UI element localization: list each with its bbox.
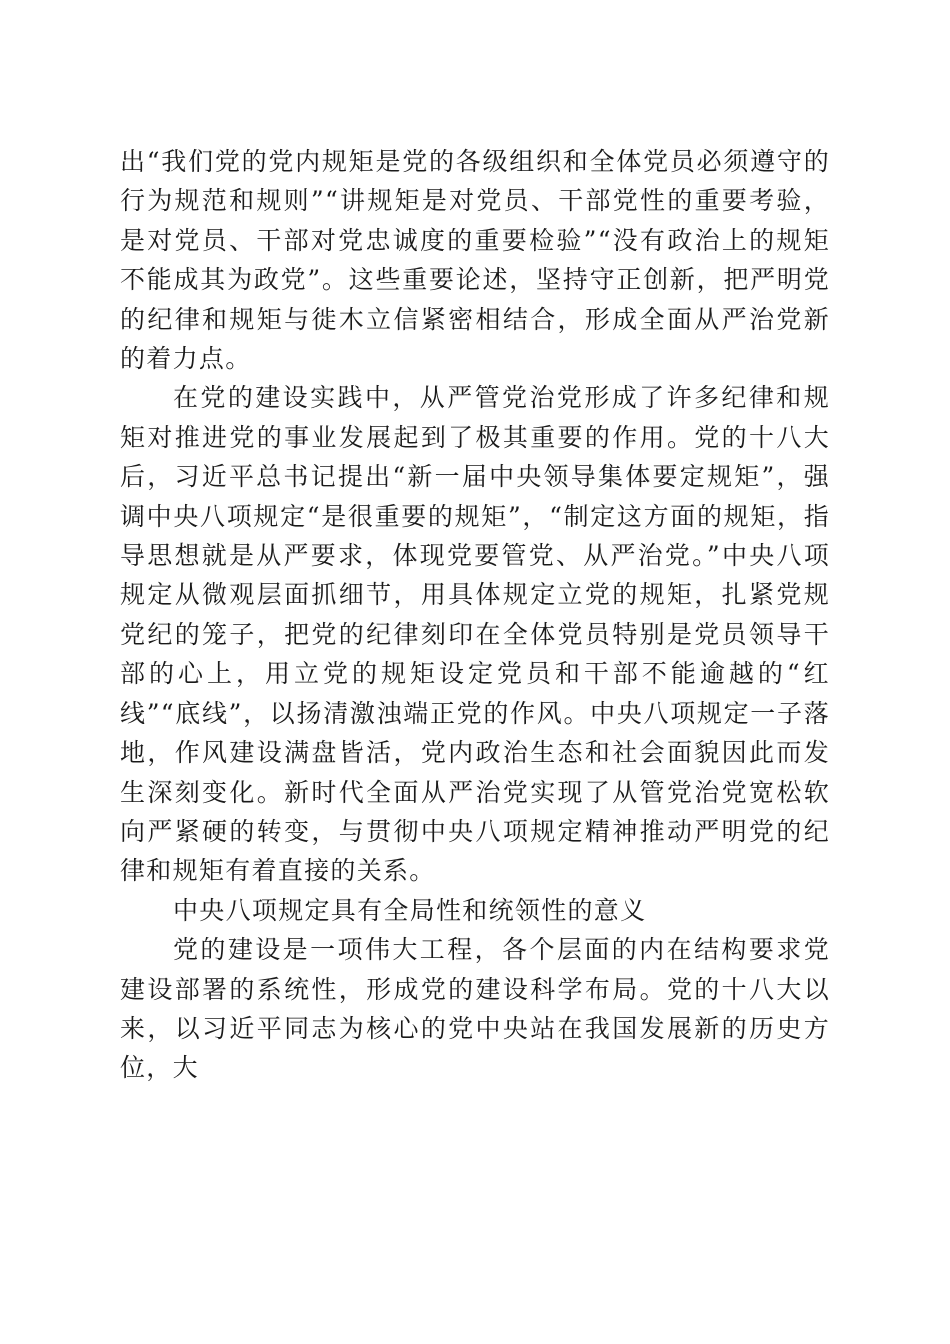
section-heading: 中央八项规定具有全局性和统领性的意义 [173,895,647,925]
paragraph-practice: 在党的建设实践中，从严管党治党形成了许多纪律和规矩对推进党的事业发展起到了极其重要的作用。党的十八大后，习近平总书记提出“新一届中央领导集体要定规矩”，强调中央八项规定“是很重要的规矩”，“制定这方面的规矩，指导思想就是从严要求，体现党要管党、从严治党。”中央八项规定从微观层面抓细节，用具体规定立党的规矩，扎紧党规党纪的笼子，把党的纪律刻印在全体党员特别是党员领导干部的心上，用立党的规矩设定党员和干部不能逾越的“红线”“底线”，以扬清激浊端正党的作风。中央八项规定一子落地，作风建设满盘皆活，党内政治生态和社会面貌因此而发生深刻变化。新时代全面从严治党实现了从管党治党宽松软向严紧硬的转变，与贯彻中央八项规定精神推动严明党的纪律和规矩有着直接的关系。 [120,383,830,886]
paragraph-continued: 出“我们党的党内规矩是党的各级组织和全体党员必须遵守的行为规范和规则”“讲规矩是对党员、干部党性的重要考验，是对党员、干部对党忠诚度的重要检验”“没有政治上的规矩不能成其为政党”。这些重要论述，坚持守正创新，把严明党的纪律和规矩与徙木立信紧密相结合，形成全面从严治党新的着力点。 [120,147,830,374]
document-body [120,142,830,1088]
paragraph-party-building: 党的建设是一项伟大工程，各个层面的内在结构要求党建设部署的系统性，形成党的建设科学布局。党的十八大以来，以习近平同志为核心的党中央站在我国发展新的历史方位，大 [120,935,830,1083]
